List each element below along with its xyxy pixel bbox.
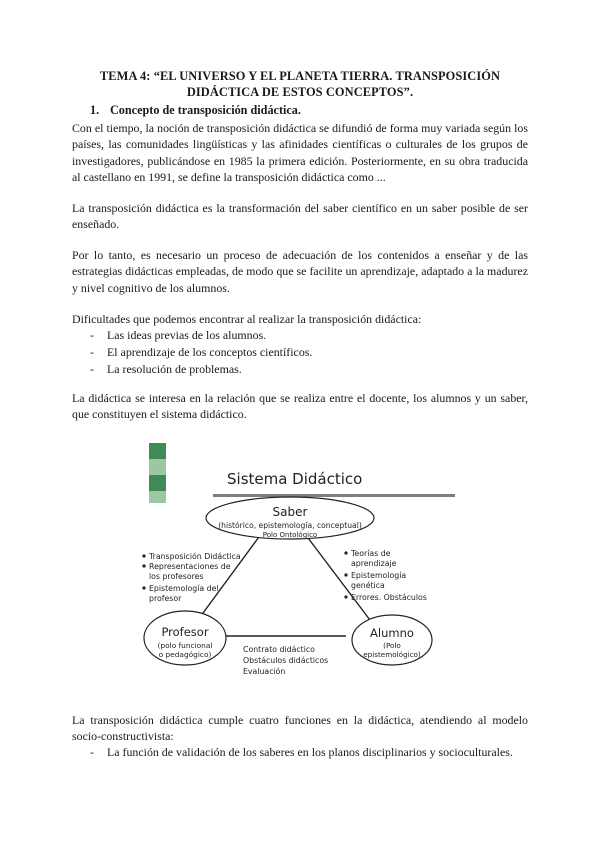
list-item: - La función de validación de los saberes en los planos disciplinarios y socioculturales. [90,744,513,761]
list-item: - El aprendizaje de los conceptos científicos. [90,344,312,361]
section-number: 1. [90,103,100,117]
right-bullet-1: Teorías de [351,549,391,558]
left-bullet-2-cont: los profesores [149,572,204,581]
saber-label: Saber [272,505,308,519]
saber-sub-2: Polo Ontológico [262,531,318,539]
right-bullet-list [344,549,426,602]
profesor-sub-1: (polo funcional [157,641,213,650]
bullet-dot [344,573,347,576]
green-block [149,443,166,459]
right-bullet-2: Epistemología [351,571,407,580]
section-heading [90,103,301,118]
left-bullet-1: Transposición Didáctica [149,552,241,561]
title-line-2: DIDÁCTICA DE ESTOS CONCEPTOS”. [186,85,414,99]
left-bullet-list [142,552,240,603]
diagram-title: Sistema Didáctico [227,470,363,488]
alumno-sub-1: (Polo [383,641,401,650]
alumno-label: Alumno [370,626,414,640]
list-item: - Las ideas previas de los alumnos. [90,327,312,344]
bottom-label-list [243,645,328,676]
bullet-dot [344,551,347,554]
bullet-dot [142,586,145,589]
bullet-dot [344,595,347,598]
bullet-dot [142,564,145,567]
alumno-sub-2: epistemológico) [363,650,421,659]
bottom-label-3: Evaluación [243,667,286,676]
green-block [149,459,166,475]
paragraph-1: Con el tiempo, la noción de transposición didáctica se difundió de forma muy variada según los países, las comunidades lingüísticas y las afinidades científicas o culturales de los grupos de investigadores, publicándose en 1985 la primera edición. Posteriormente, en su obra traducida al castellano en 1991, se define la transposición didáctica como ... [72,121,528,185]
document-title [72,68,528,100]
right-bullet-3: Errores. Obstáculos [351,593,427,602]
bullet-dot [142,554,145,557]
paragraph-4: Dificultades que podemos encontrar al realizar la transposición didáctica: [72,312,422,326]
left-bullet-3: Epistemología del [149,584,219,593]
diagram-svg [124,438,459,688]
functions-list [90,744,513,761]
bottom-label-2: Obstáculos didácticos [243,656,329,665]
paragraph-6: La transposición didáctica cumple cuatro funciones en la didáctica, atendiendo al modelo socio-constructivista: [72,713,528,744]
section-title: Concepto de transposición didáctica. [110,103,301,117]
paragraph-3: Por lo tanto, es necesario un proceso de adecuación de los contenidos a enseñar y de las estrategias didácticas empleadas, de modo que se facilite un aprendizaje, adaptado a la madurez y nivel cognitivo de los alumnos. [72,248,528,295]
profesor-sub-2: o pedagógico) [158,650,212,659]
sistema-didactico-diagram [124,438,459,688]
green-block [149,475,166,491]
saber-sub-1: (histórico, epistemología, conceptual) [218,521,362,530]
paragraph-2: La transposición didáctica es la transformación del saber científico en un saber posible de ser enseñado. [72,201,528,232]
title-underline [213,494,455,497]
difficulties-list [90,327,312,379]
right-bullet-2-cont: genética [351,581,385,590]
paragraph-5: La didáctica se interesa en la relación que se realiza entre el docente, los alumnos y un saber, que constituyen el sistema didáctico. [72,391,528,422]
profesor-label: Profesor [161,625,209,639]
left-bullet-2: Representaciones de [149,562,231,571]
bottom-label-1: Contrato didáctico [243,645,315,654]
list-item: - La resolución de problemas. [90,361,312,378]
title-line-1: TEMA 4: “EL UNIVERSO Y EL PLANETA TIERRA. TRANSPOSICIÓN [99,69,501,83]
left-bullet-3-cont: profesor [149,594,182,603]
green-block [149,491,166,503]
right-bullet-1-cont: aprendizaje [351,559,397,568]
